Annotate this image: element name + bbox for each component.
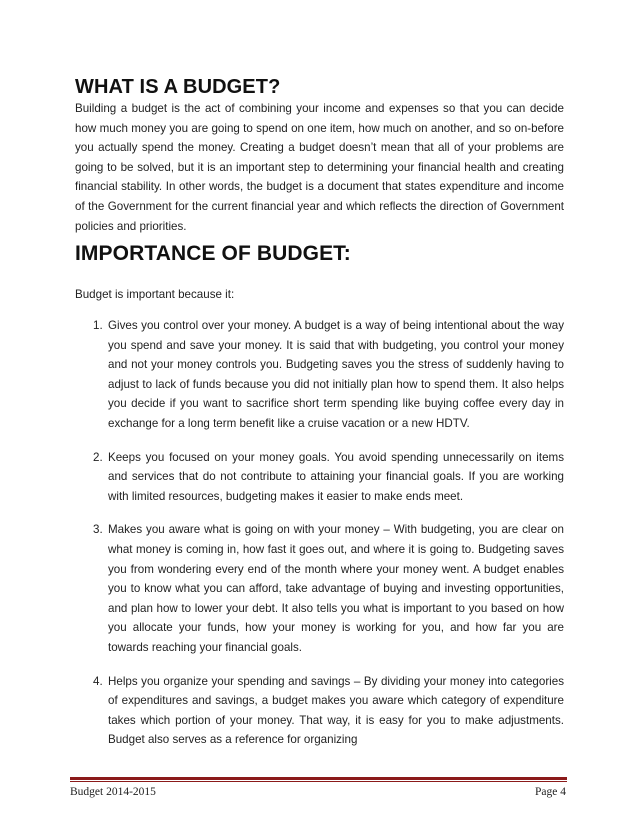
list-item-number: 1. (93, 319, 103, 332)
list-item-number: 4. (93, 674, 103, 688)
list-item (75, 672, 564, 750)
list-item-number: 2. (93, 450, 103, 464)
footer-page-number: Page 4 (535, 786, 566, 798)
heading-importance-of-budget: IMPORTANCE OF BUDGET: (75, 242, 351, 265)
list-item-text: Makes you aware what is going on with your money – With budgeting, you are clear on what money is coming in, how fast it goes out, and where it is going to. Budgeting saves you from wondering every end of the month where your money went. A budget enables you to know what you can afford, take advantage of buying and investing opportunities, and plan how to lower your debt. It also tells you what is important to you based on how you allocate your funds, how your money is working for you, and how far you are towards reaching your financial goals. (108, 523, 564, 654)
list-item (75, 316, 564, 434)
list-item-text: Helps you organize your spending and savings – By dividing your money into categories of expenditures and savings, a budget makes you aware which category of expenditure takes which portion of your money. That way, it is easy for you to make adjustments. Budget also serves as a reference for organizing (108, 674, 564, 747)
intro-paragraph: Building a budget is the act of combining your income and expenses so that you can decide how much money you are going to spend on one item, how much on another, and so on-before you actually spend the money. Creating a budget doesn’t mean that all of your problems are going to be solved, but it is an important step to determining your financial health and creating financial stability. In other words, the budget is a document that states expenditure and income of the Government for the current financial year and which reflects the direction of Government policies and priorities. (75, 102, 564, 233)
footer-rule (70, 777, 567, 780)
list-item-text: Keeps you focused on your money goals. You avoid spending unnecessarily on items and services that do not contribute to attaining your financial goals. If you are working with limited resources, budgeting makes it easier to make ends meet. (108, 450, 564, 503)
lead-text: Budget is important because it: (75, 288, 235, 301)
list-item-text: Gives you control over your money. A budget is a way of being intentional about the way you spend and save your money. It is said that with budgeting, you control your money and not your money controls you. Budgeting saves you the stress of suddenly having to adjust to lack of funds because you did not initially plan how to spend them. It also helps you decide if you want to sacrifice short term spending like buying coffee every day in exchange for a long term benefit like a cruise vacation or a new HDTV. (108, 319, 564, 430)
list-item (75, 520, 564, 657)
list-item (75, 448, 564, 507)
footer-title: Budget 2014-2015 (70, 786, 156, 798)
heading-what-is-a-budget: WHAT IS A BUDGET? (75, 76, 281, 98)
importance-list (75, 316, 564, 750)
list-item-number: 3. (93, 523, 103, 537)
